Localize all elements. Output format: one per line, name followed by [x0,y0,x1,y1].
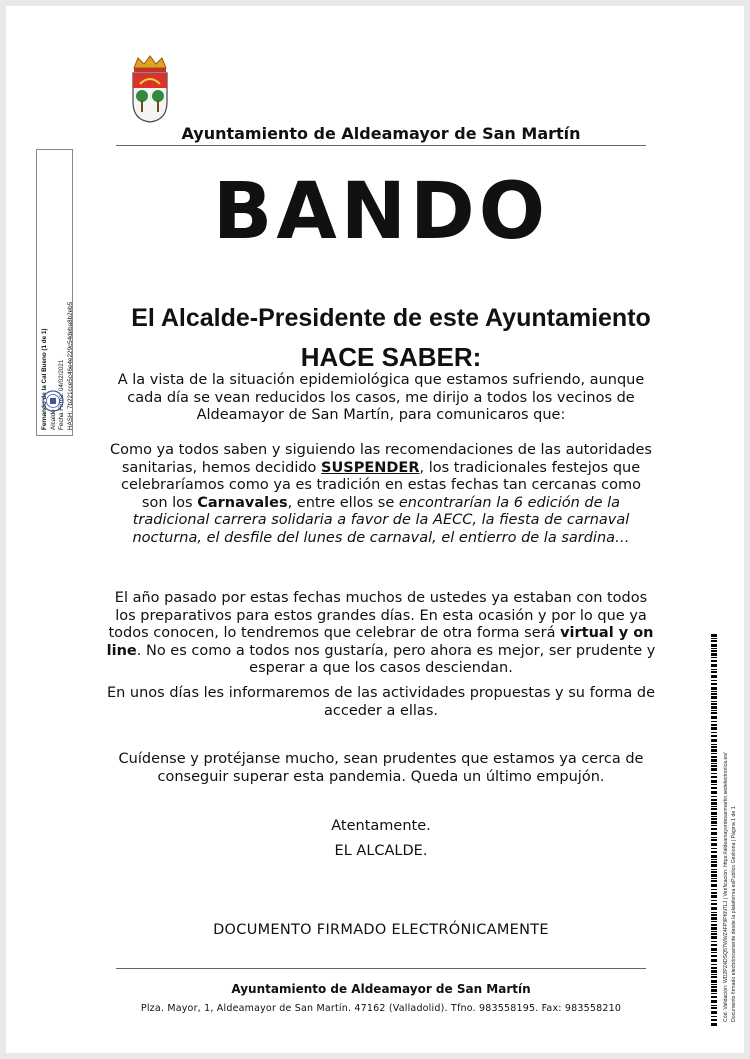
barcode-bar [711,948,717,951]
barcode-bar [711,1019,717,1021]
footer-address: Plza. Mayor, 1, Aldeamayor de San Martín. 47162 (Valladolid). Tfno. 983558195. Fax: 983558210 [140,1003,622,1014]
barcode-bar [711,675,717,678]
barcode-bar [711,721,717,722]
barcode-bar [711,984,717,985]
barcode-bar [711,1011,717,1014]
barcode-bar [711,664,717,667]
barcode-bar [711,993,717,994]
barcode-bar [711,749,717,752]
barcode-bar [711,712,717,714]
barcode-bar [711,959,717,962]
barcode-bar [711,706,717,709]
paragraph-text: El año pasado por estas fechas muchos de ustedes ya estaban con todos los preparativos para estos grandes días. En esta ocasión y por lo que ya todos conocen, lo tendremos que celebrar de otra forma será [108,590,648,641]
barcode-bar [711,843,717,846]
paragraph-suspension [106,442,656,547]
barcode-bar [711,900,717,901]
announcement-subheading: HACE SABER: [300,342,482,372]
barcode-bar [711,1007,717,1009]
barcode-bar [711,727,717,730]
verification-barcode [711,634,717,1026]
barcode-bar [711,716,717,719]
barcode-bar [711,784,717,785]
barcode-bar [711,924,717,926]
barcode-bar [711,739,717,742]
barcode-bar [711,989,717,992]
barcode-bar [711,756,717,758]
barcode-bar [711,986,717,988]
barcode-bar [711,952,717,953]
barcode-bar [711,861,717,863]
barcode-bar [711,653,717,656]
barcode-bar [711,816,717,817]
barcode-bar [711,944,717,946]
barcode-bar [711,903,717,905]
verification-code: Cód. Validación: WD2PZ4DSQ57WWZ4FP9PKN7LJ | Verificación: https://aldeamayordesanmartin.sedelectronica.es/ [723,752,729,1022]
seal-icon [42,390,64,412]
town-crest-logo [128,54,172,124]
barcode-bar [711,837,717,838]
barcode-bar [711,864,717,867]
stamp-date: Fecha Firma: 04/02/2021 [58,359,65,430]
barcode-bar [711,874,717,877]
stamp-signer: Fernando de la Cal Bueno (1 de 1) [41,328,48,430]
barcode-bar [711,859,717,860]
barcode-bar [711,851,717,853]
verification-text [722,622,738,1022]
barcode-bar [711,974,717,975]
barcode-bar [711,696,717,699]
barcode-bar [711,680,717,681]
barcode-bar [711,914,717,916]
barcode-bar [711,787,717,789]
barcode-bar [711,921,717,922]
barcode-bar [711,732,717,733]
barcode-bar [711,892,717,894]
barcode-bar [711,669,717,670]
barcode-bar [711,895,717,898]
barcode-bar [711,812,717,815]
barcode-bar [711,791,717,794]
suspender-emphasis: SUSPENDER [321,459,420,476]
barcode-bar [711,634,717,637]
barcode-bar [711,796,717,797]
barcode-bar [711,710,717,711]
paragraph-text: Como ya todos saben y siguiendo las recomendaciones de las autoridades sanitarias, hemos decidido [110,442,652,476]
barcode-bar [711,780,717,783]
barcode-bar [711,773,717,774]
virtual-emphasis: virtual y on line [106,625,654,659]
barcode-bar [711,880,717,882]
barcode-bar [711,884,717,887]
barcode-bar [711,657,717,658]
barcode-bar [711,1005,717,1006]
barcode-bar [711,869,717,870]
barcode-bar [711,980,717,983]
barcode-bar [711,912,717,913]
barcode-bar [711,832,717,835]
barcode-bar [711,765,717,767]
signature-stamp [36,149,73,436]
paragraph-intro: A la vista de la situación epidemiológica que estamos sufriendo, aunque cada día se vean reducidos los casos, me dirijo a todos los vecinos de Aldeamayor de San Martín, para comunicaros que: [117,372,645,423]
barcode-bar [711,1000,717,1003]
announcement-heading: El Alcalde-Presidente de este Ayuntamiento [131,304,651,332]
signed-notice: DOCUMENTO FIRMADO ELECTRÓNICAMENTE [213,922,549,938]
barcode-bar [711,759,717,762]
document-title: BANDO [212,167,550,257]
barcode-bar [711,1016,717,1017]
footer-town: Ayuntamiento de Aldeamayor de San Martín [231,982,531,996]
barcode-bar [711,693,717,695]
barcode-bar [711,976,717,978]
barcode-bar [711,955,717,957]
barcode-bar [711,828,717,830]
barcode-bar [711,970,717,973]
barcode-bar [711,907,717,910]
barcode-bar [711,687,717,690]
barcode-bar [711,660,717,662]
barcode-bar [711,640,717,642]
paragraph-text: . No es como a todos nos gustaría, pero ahora es mejor, ser prudente y esperar a que los casos desciendan. [136,642,656,676]
barcode-bar [711,848,717,849]
barcode-bar [711,648,717,649]
barcode-bar [711,703,717,705]
paragraph-info: En unos días les informaremos de las actividades propuestas y su forma de acceder a ellas. [106,685,656,719]
barcode-bar [711,644,717,647]
regards: Atentamente. [331,818,431,834]
barcode-bar [711,967,717,969]
barcode-bar [711,1023,717,1026]
footer-divider [116,968,646,969]
barcode-bar [711,936,717,939]
paragraph-text: , los tradicionales festejos que celebraríamos como ya es tradición en estas fechas tan cercanas como son los [121,459,641,511]
paragraph-closing: Cuídense y protéjanse mucho, sean prudentes que estamos ya cerca de conseguir superar esta pandemia. Queda un último empujón. [118,751,644,785]
barcode-bar [711,746,717,748]
barcode-bar [711,768,717,771]
signer-title: EL ALCALDE. [334,843,428,859]
barcode-bar [711,941,717,942]
verification-platform: Documento firmado electrónicamente desde la plataforma esPublico Gestiona | Página 1 de 1 [731,806,737,1022]
barcode-bar [711,776,717,778]
barcode-bar [711,933,717,935]
paragraph-text: , entre ellos se [287,494,399,511]
barcode-bar [711,735,717,737]
barcode-bar [711,763,717,764]
events-list: encontrarían la 6 edición de la tradicional carrera solidaria a favor de la AECC, la fiesta de carnaval nocturna, el desfile del lunes de carnaval, el entierro de la sardina… [132,494,630,546]
barcode-bar [711,825,717,826]
barcode-bar [711,808,717,810]
barcode-bar [711,691,717,692]
barcode-bar [711,931,717,932]
barcode-bar [711,964,717,965]
barcode-bar [711,671,717,673]
barcode-bar [711,821,717,824]
barcode-bar [711,701,717,702]
barcode-bar [711,806,717,807]
barcode-bar [711,683,717,685]
barcode-bar [711,638,717,639]
stamp-role: Alcalde [49,409,57,430]
barcode-bar [711,839,717,841]
barcode-bar [711,996,717,998]
barcode-bar [711,744,717,745]
barcode-bar [711,871,717,873]
stamp-hash: HASH: 7b221cce5c46e4e229c54deba8b2eb5 [66,301,74,430]
carnavales-emphasis: Carnavales [197,494,288,511]
barcode-bar [711,818,717,820]
document-page [6,6,744,1053]
barcode-bar [711,799,717,801]
barcode-bar [711,878,717,879]
paragraph-virtual [106,590,656,678]
town-header: Ayuntamiento de Aldeamayor de San Martín [181,124,581,143]
barcode-bar [711,855,717,858]
barcode-bar [711,927,717,930]
barcode-bar [711,917,717,920]
barcode-bar [711,889,717,890]
barcode-bar [711,724,717,726]
header-divider [116,145,646,146]
barcode-bar [711,753,717,754]
barcode-bar [711,650,717,652]
barcode-bar [711,802,717,805]
